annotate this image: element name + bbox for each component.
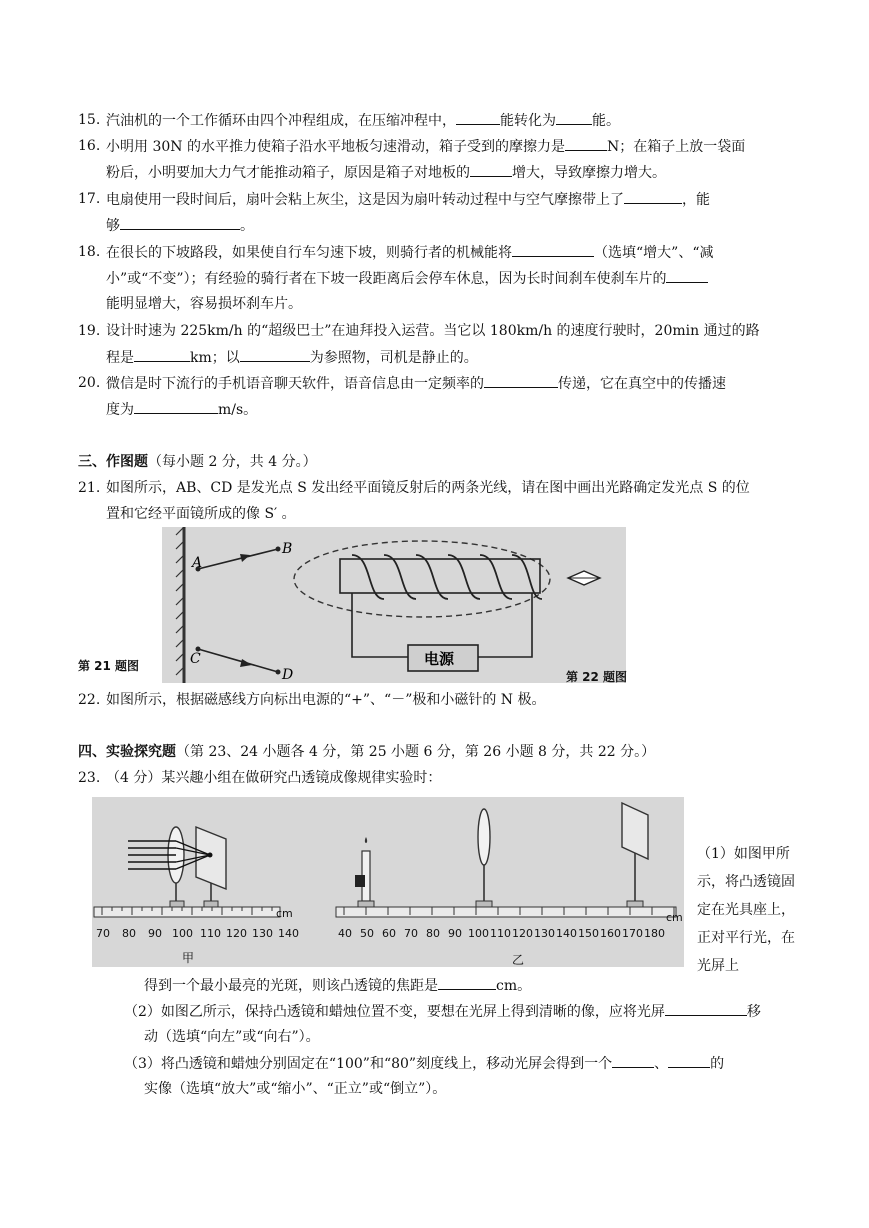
tick-label: 130 xyxy=(252,927,273,940)
answer-blank[interactable] xyxy=(240,347,310,362)
answer-blank[interactable] xyxy=(438,975,496,990)
question-text: 实像（选填“放大”或“缩小”、“正立”或“倒立”）。 xyxy=(144,1081,447,1097)
tick-label: 170 xyxy=(622,927,643,940)
answer-blank[interactable] xyxy=(512,242,594,257)
point-d-label: D xyxy=(282,667,294,683)
question-number: 16. xyxy=(78,138,101,154)
question-text: 传递，它在真空中的传播速 xyxy=(558,376,726,392)
answer-blank[interactable] xyxy=(134,347,190,362)
tick-label: 110 xyxy=(490,927,511,940)
figure-23-drawing xyxy=(92,797,684,967)
ray-cd xyxy=(198,649,278,672)
tick-label: 140 xyxy=(556,927,577,940)
q23-part1-side-text: （1）如图甲所示，将凸透镜固定在光具座上，正对平行光，在光屏上 xyxy=(697,846,795,974)
section-title: 三、作图题 xyxy=(78,454,148,470)
unit-label: cm xyxy=(276,907,293,920)
figure-21-label: 第 21 题图 xyxy=(78,659,140,673)
convex-lens xyxy=(478,809,490,865)
unit-label: cm xyxy=(666,911,683,924)
figure-21-22 xyxy=(162,527,626,683)
question-text: m/s。 xyxy=(218,402,258,418)
question-number: 17. xyxy=(78,191,101,207)
answer-blank[interactable] xyxy=(668,1053,710,1068)
question-text: 得到一个最小最亮的光斑，则该凸透镜的焦距是 xyxy=(144,978,438,994)
question-text: 微信是时下流行的手机语音聊天软件，语音信息由一定频率的 xyxy=(106,376,484,392)
tick-label: 80 xyxy=(122,927,136,940)
tick-label: 90 xyxy=(448,927,462,940)
figure-23 xyxy=(92,797,684,967)
question-text: km；以 xyxy=(190,350,240,366)
answer-blank[interactable] xyxy=(665,1001,747,1016)
answer-blank[interactable] xyxy=(484,373,558,388)
question-text: 度为 xyxy=(106,402,134,418)
question-text: 汽油机的一个工作循环由四个冲程组成，在压缩冲程中， xyxy=(106,113,456,129)
solenoid-core xyxy=(340,559,540,593)
question-text: （选填“增大”、“减 xyxy=(594,245,714,261)
tick-label: 70 xyxy=(404,927,418,940)
question-number: 15. xyxy=(78,112,101,128)
question-text: 置和它经平面镜所成的像 S′ 。 xyxy=(106,506,296,522)
tick-label: 60 xyxy=(382,927,396,940)
tick-label: 120 xyxy=(512,927,533,940)
question-text: 的 xyxy=(710,1056,725,1072)
section-note: （每小题 2 分，共 4 分。） xyxy=(148,454,317,470)
tick-label: 80 xyxy=(426,927,440,940)
tick-label: 100 xyxy=(468,927,489,940)
question-number: 23. xyxy=(78,770,101,786)
figure-22-label: 第 22 题图 xyxy=(566,670,628,684)
question-text: 、 xyxy=(654,1056,669,1072)
light-screen xyxy=(622,803,648,859)
question-text: 小明用 30N 的水平推力使箱子沿水平地板匀速滑动，箱子受到的摩擦力是 xyxy=(106,139,565,155)
figure-21-22-drawing xyxy=(162,527,626,683)
tick-label: 180 xyxy=(644,927,665,940)
answer-blank[interactable] xyxy=(565,136,607,151)
tick-label: 100 xyxy=(172,927,193,940)
question-text: 电扇使用一段时间后，扇叶会粘上灰尘，这是因为扇叶转动过程中与空气摩擦带上了 xyxy=(106,192,624,208)
answer-blank[interactable] xyxy=(612,1053,654,1068)
question-text: 在很长的下坡路段，如果使自行车匀速下坡，则骑行者的机械能将 xyxy=(106,245,512,261)
question-text: 。 xyxy=(240,218,254,234)
question-number: 21. xyxy=(78,480,101,496)
figure-jia-label: 甲 xyxy=(182,951,195,965)
question-text: 能明显增大，容易损坏刹车片。 xyxy=(106,296,302,312)
question-text: 增大，导致摩擦力增大。 xyxy=(512,165,666,181)
figure-yi-label: 乙 xyxy=(512,953,525,967)
tick-label: 130 xyxy=(534,927,555,940)
point-b-label: B xyxy=(282,541,293,557)
tick-label: 50 xyxy=(360,927,374,940)
question-text: 能转化为 xyxy=(500,113,556,129)
question-text: （2）如图乙所示，保持凸透镜和蜡烛位置不变，要想在光屏上得到清晰的像，应将光屏 xyxy=(124,1004,665,1020)
tick-label: 160 xyxy=(600,927,621,940)
answer-blank[interactable] xyxy=(470,162,512,177)
tick-label: 40 xyxy=(338,927,352,940)
tick-label: 140 xyxy=(278,927,299,940)
answer-blank[interactable] xyxy=(666,268,708,283)
point-a-label: A xyxy=(192,555,203,571)
section-note: （第 23、24 小题各 4 分，第 25 小题 6 分，第 26 小题 8 分，共 22 分。） xyxy=(176,744,656,760)
tick-label: 150 xyxy=(578,927,599,940)
ray-ab xyxy=(198,549,278,569)
question-text: 粉后，小明要加大力气才能推动箱子，原因是箱子对地板的 xyxy=(106,165,470,181)
question-text: ，能 xyxy=(682,192,710,208)
light-screen xyxy=(196,827,226,889)
question-text: 能。 xyxy=(592,113,620,129)
question-text: cm。 xyxy=(496,978,532,994)
question-text: 程是 xyxy=(106,350,134,366)
question-number: 20. xyxy=(78,375,101,391)
question-text: 为参照物，司机是静止的。 xyxy=(309,350,478,366)
question-number: 19. xyxy=(78,323,101,339)
tick-label: 110 xyxy=(200,927,221,940)
tick-label: 120 xyxy=(226,927,247,940)
question-text: N；在箱子上放一袋面 xyxy=(606,139,746,155)
question-number: 22. xyxy=(78,692,101,708)
field-line xyxy=(294,541,550,617)
question-text: 移 xyxy=(746,1004,761,1020)
question-text: 小”或“不变”）；有经验的骑行者在下坡一段距离后会停车休息，因为长时间刹车使刹车片的 xyxy=(106,271,667,287)
answer-blank[interactable] xyxy=(134,399,218,414)
question-text: 如图所示，AB、CD 是发光点 S 发出经平面镜反射后的两条光线，请在图中画出光路确定发光点 S 的位 xyxy=(106,480,750,496)
tick-label: 90 xyxy=(148,927,162,940)
question-text: 设计时速为 225km/h 的“超级巴士”在迪拜投入运营。当它以 180km/h 的速度行驶时，20min 通过的路 xyxy=(106,323,760,339)
point-c-label: C xyxy=(190,651,201,667)
answer-blank[interactable] xyxy=(120,215,240,230)
section-title: 四、实验探究题 xyxy=(78,744,176,760)
answer-blank[interactable] xyxy=(456,110,500,125)
question-text: （3）将凸透镜和蜡烛分别固定在“100”和“80”刻度线上，移动光屏会得到一个 xyxy=(124,1056,613,1072)
question-number: 18. xyxy=(78,244,101,260)
answer-blank[interactable] xyxy=(624,189,682,204)
power-source-label: 电源 xyxy=(424,650,455,668)
question-text: 够 xyxy=(106,218,120,234)
question-text: 如图所示，根据磁感线方向标出电源的“+”、“－”极和小磁针的 N 极。 xyxy=(106,692,546,708)
question-text: （4 分）某兴趣小组在做研究凸透镜成像规律实验时： xyxy=(106,770,442,786)
answer-blank[interactable] xyxy=(556,110,592,125)
tick-label: 70 xyxy=(96,927,110,940)
question-text: 动（选填“向左”或“向右”）。 xyxy=(144,1029,320,1045)
